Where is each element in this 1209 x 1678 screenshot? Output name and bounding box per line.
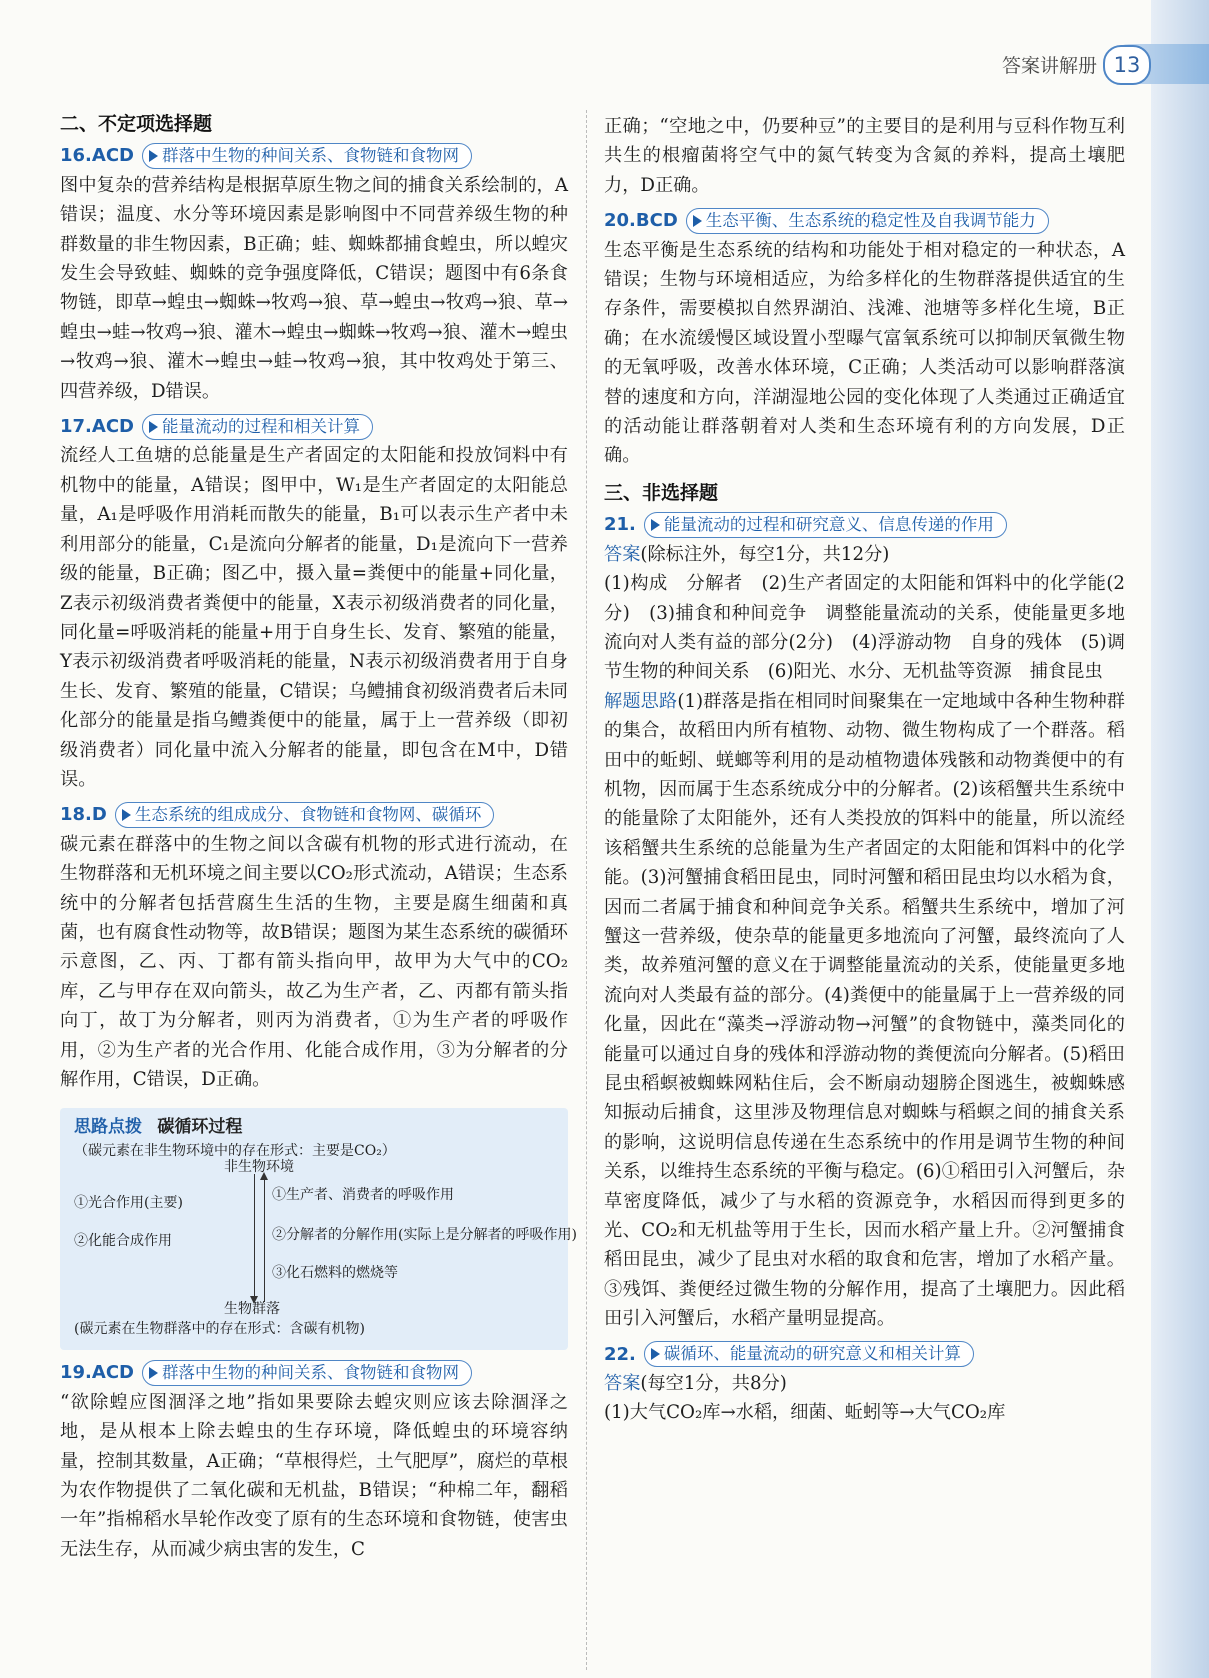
topic-tag: 群落中生物的种间关系、食物链和食物网	[142, 1360, 472, 1386]
answer-number: 21.	[604, 514, 636, 536]
label-photosynthesis: ①光合作用(主要)	[74, 1195, 183, 1212]
answer-body: (1)大气CO₂库→水稻，细菌、蚯蚓等→大气CO₂库	[604, 1402, 1006, 1424]
header-label: 答案讲解册	[1001, 55, 1097, 77]
answer-score-line: 答案(除标注外，每空1分，共12分)	[604, 543, 890, 565]
node-abiotic: 非生物环境	[224, 1159, 294, 1176]
topic-tag: 碳循环、能量流动的研究意义和相关计算	[644, 1341, 974, 1367]
topic-tag: 生态系统的组成成分、食物链和食物网、碳循环	[115, 802, 495, 828]
flag-icon	[693, 215, 702, 227]
section-title-multi-choice: 二、不定项选择题	[60, 113, 213, 135]
right-column	[604, 112, 1125, 1434]
answer-number: 22.	[604, 1343, 636, 1365]
label-respiration: ①生产者、消费者的呼吸作用	[272, 1187, 454, 1204]
answer-18	[60, 800, 568, 1094]
answer-text: 碳元素在群落中的生物之间以含碳有机物的形式进行流动，在生物群落和无机环境之间主要以CO₂形式流动，A错误；生态系统中的分解者包括营腐生生活的生物，主要是腐生细菌和真菌，也有腐食性动物等，故B错误；题图为某生态系统的碳循环示意图，乙、丙、丁都有箭头指向甲，故甲为大气中的CO₂库，乙与甲存在双向箭头，故乙为生产者，乙、丙都有箭头指向丁，故丁为分解者，则丙为消费者，①为生产者的呼吸作用，②为生产者的光合作用、化能合成作用，③为分解者的分解作用，C错误，D正确。	[60, 833, 568, 1090]
flag-icon	[651, 519, 660, 531]
page-edge-strip	[1151, 0, 1209, 1678]
explanation: 解题思路(1)群落是指在相同时间聚集在一定地域中各种生物种群的集合，故稻田内所有植物、动物、微生物构成了一个群落。稻田中的蚯蚓、蜣螂等利用的是动植物遗体残骸和动物粪便中的有机物，因而属于生态系统成分中的分解者。(2)该稻蟹共生系统中的能量除了太阳能外，还有人类投放的饵料中的能量，所以流经该稻蟹共生系统的总能量为生产者固定的太阳能和饵料中的化学能。(3)河蟹捕食稻田昆虫，同时河蟹和稻田昆虫均以水稻为食，因而二者属于捕食和种间竞争关系。稻蟹共生系统中，增加了河蟹这一营养级，使杂草的能量更多地流向了河蟹，最终流向了人类，故养殖河蟹的意义在于调整能量流动的关系，使能量更多地流向对人类最有益的部分。(4)粪便中的能量属于上一营养级的同化量，因此在“藻类→浮游动物→河蟹”的食物链中，藻类同化的能量可以通过自身的残体和浮游动物的粪便流向分解者。(5)稻田昆虫稻螟被蜘蛛网粘住后，会不断扇动翅膀企图逃生，被蜘蛛感知振动后捕食，这里涉及物理信息对蜘蛛与稻螟之间的捕食关系的影响，这说明信息传递在生态系统中的作用是调节生物的种间关系，以维持生态系统的平衡与稳定。(6)①稻田引入河蟹后，杂草密度降低，减少了与水稻的资源竞争，水稻因而得到更多的光、CO₂和无机盐等用于生长，因而水稻产量上升。②河蟹捕食稻田昆虫，减少了昆虫对水稻的取食和危害，增加了水稻产量。③残饵、粪便经过微生物的分解作用，提高了土壤肥力。因此稻田引入河蟹后，水稻产量明显提高。	[604, 690, 1125, 1330]
label-chemosynthesis: ②化能合成作用	[74, 1233, 172, 1250]
topic-tag: 能量流动的过程和研究意义、信息传递的作用	[644, 512, 1007, 538]
flag-icon	[651, 1348, 660, 1360]
answer-score-line: 答案(每空1分，共8分)	[604, 1373, 787, 1395]
flag-icon	[149, 150, 158, 162]
carbon-cycle-diagram	[74, 1159, 577, 1318]
flag-icon	[149, 1367, 158, 1379]
answer-20	[604, 206, 1125, 471]
node-community: 生物群落	[224, 1301, 280, 1318]
answer-16	[60, 141, 568, 406]
section-title-non-choice: 三、非选择题	[604, 481, 719, 504]
answer-number: 17.ACD	[60, 416, 134, 438]
answer-text: 生态平衡是生态系统的结构和功能处于相对稳定的一种状态，A错误；生物与环境相适应，为给多样化的生物群落提供适宜的生存条件，需要模拟自然界湖泊、浅滩、池塘等多样化生境，B正确；在水流缓慢区域设置小型曝气富氧系统可以抑制厌氧微生物的无氧呼吸，改善水体环境，C正确；人类活动可以影响群落演替的速度和方向，洋湖湿地公园的变化体现了人类通过正确适宜的活动能让群落朝着对人类和生态环境有利的方向发展，D正确。	[604, 239, 1125, 467]
answer-number: 20.BCD	[604, 210, 678, 232]
hint-title: 碳循环过程	[157, 1117, 243, 1138]
left-column	[60, 110, 577, 1570]
hint-box-carbon-cycle	[60, 1108, 577, 1350]
column-divider	[586, 110, 587, 1670]
answer-text: “欲除蝗应图涸泽之地”指如果要除去蝗灾则应该去除涸泽之地，是从根本上除去蝗虫的生存环境，降低蝗虫的环境容纳量，控制其数量，A正确；“草根得烂，土气肥厚”，腐烂的草根为农作物提供了二氧化碳和无机盐，B错误；“种棉二年，翻稻一年”指棉稻水旱轮作改变了原有的生态环境和食物链，使害虫无法生存，从而减少病虫害的发生，C	[60, 1391, 568, 1560]
answer-19-continued: 正确；“空地之中，仍要种豆”的主要目的是利用与豆科作物互利共生的根瘤菌将空气中的氮气转变为含氮的养料，提高土壤肥力，D正确。	[604, 116, 1125, 196]
flag-icon	[149, 421, 158, 433]
topic-tag: 生态平衡、生态系统的稳定性及自我调节能力	[686, 208, 1049, 234]
answer-body: (1)构成 分解者 (2)生产者固定的太阳能和饵料中的化学能(2分) (3)捕食和种间竞争 调整能量流动的关系，使能量更多地流向对人类有益的部分(2分) (4)浮游动物 自身的残体 (5)调节生物的种间关系 (6)阳光、水分、无机盐等资源 捕食昆虫	[604, 573, 1125, 683]
answer-number: 18.D	[60, 804, 107, 826]
answer-text: 图中复杂的营养结构是根据草原生物之间的捕食关系绘制的，A错误；温度、水分等环境因素是影响图中不同营养级生物的种群数量的非生物因素，B正确；蛙、蜘蛛都捕食蝗虫，所以蝗灾发生会导致蛙、蜘蛛的竞争强度降低，C错误；题图中有6条食物链，即草→蝗虫→蜘蛛→牧鸡→狼、草→蝗虫→牧鸡→狼、草→蝗虫→蛙→牧鸡→狼、灌木→蝗虫→蜘蛛→牧鸡→狼、灌木→蝗虫→牧鸡→狼、灌木→蝗虫→蛙→牧鸡→狼，其中牧鸡处于第三、四营养级，D错误。	[60, 174, 568, 402]
page-number: 13	[1103, 45, 1151, 85]
answer-21	[604, 510, 1125, 1333]
arrow-down	[254, 1174, 255, 1302]
topic-tag: 群落中生物的种间关系、食物链和食物网	[142, 143, 472, 169]
answer-number: 19.ACD	[60, 1362, 134, 1384]
flag-icon	[122, 809, 131, 821]
answer-text: 流经人工鱼塘的总能量是生产者固定的太阳能和投放饲料中有机物中的能量，A错误；图甲中，W₁是生产者固定的太阳能总量，A₁是呼吸作用消耗而散失的能量，B₁可以表示生产者中未利用部分的能量，C₁是流向分解者的能量，D₁是流向下一营养级的能量，B正确；图乙中，摄入量=粪便中的能量+同化量，Z表示初级消费者粪便中的能量，X表示初级消费者的同化量，同化量=呼吸消耗的能量+用于自身生长、发育、繁殖的能量，Y表示初级消费者呼吸消耗的能量，N表示初级消费者用于自身生长、发育、繁殖的能量，C错误；乌鳢捕食初级消费者后未同化部分的能量是指乌鳢粪便中的能量，属于上一营养级（即初级消费者）同化量中流入分解者的能量，即包含在M中，D错误。	[60, 445, 568, 790]
hint-label: 思路点拨	[74, 1117, 142, 1138]
hint-top-note: （碳元素在非生物环境中的存在形式：主要是CO₂）	[74, 1143, 396, 1160]
label-decomposition: ②分解者的分解作用(实际上是分解者的呼吸作用)	[272, 1227, 577, 1244]
topic-tag: 能量流动的过程和相关计算	[142, 414, 373, 440]
label-fossil-fuel: ③化石燃料的燃烧等	[272, 1265, 398, 1282]
answer-17	[60, 412, 568, 794]
answer-22	[604, 1340, 1125, 1428]
answer-number: 16.ACD	[60, 145, 134, 167]
hint-bottom-note: (碳元素在生物群落中的存在形式：含碳有机物)	[74, 1321, 365, 1338]
answer-19	[60, 1358, 568, 1564]
arrow-up	[264, 1174, 265, 1302]
